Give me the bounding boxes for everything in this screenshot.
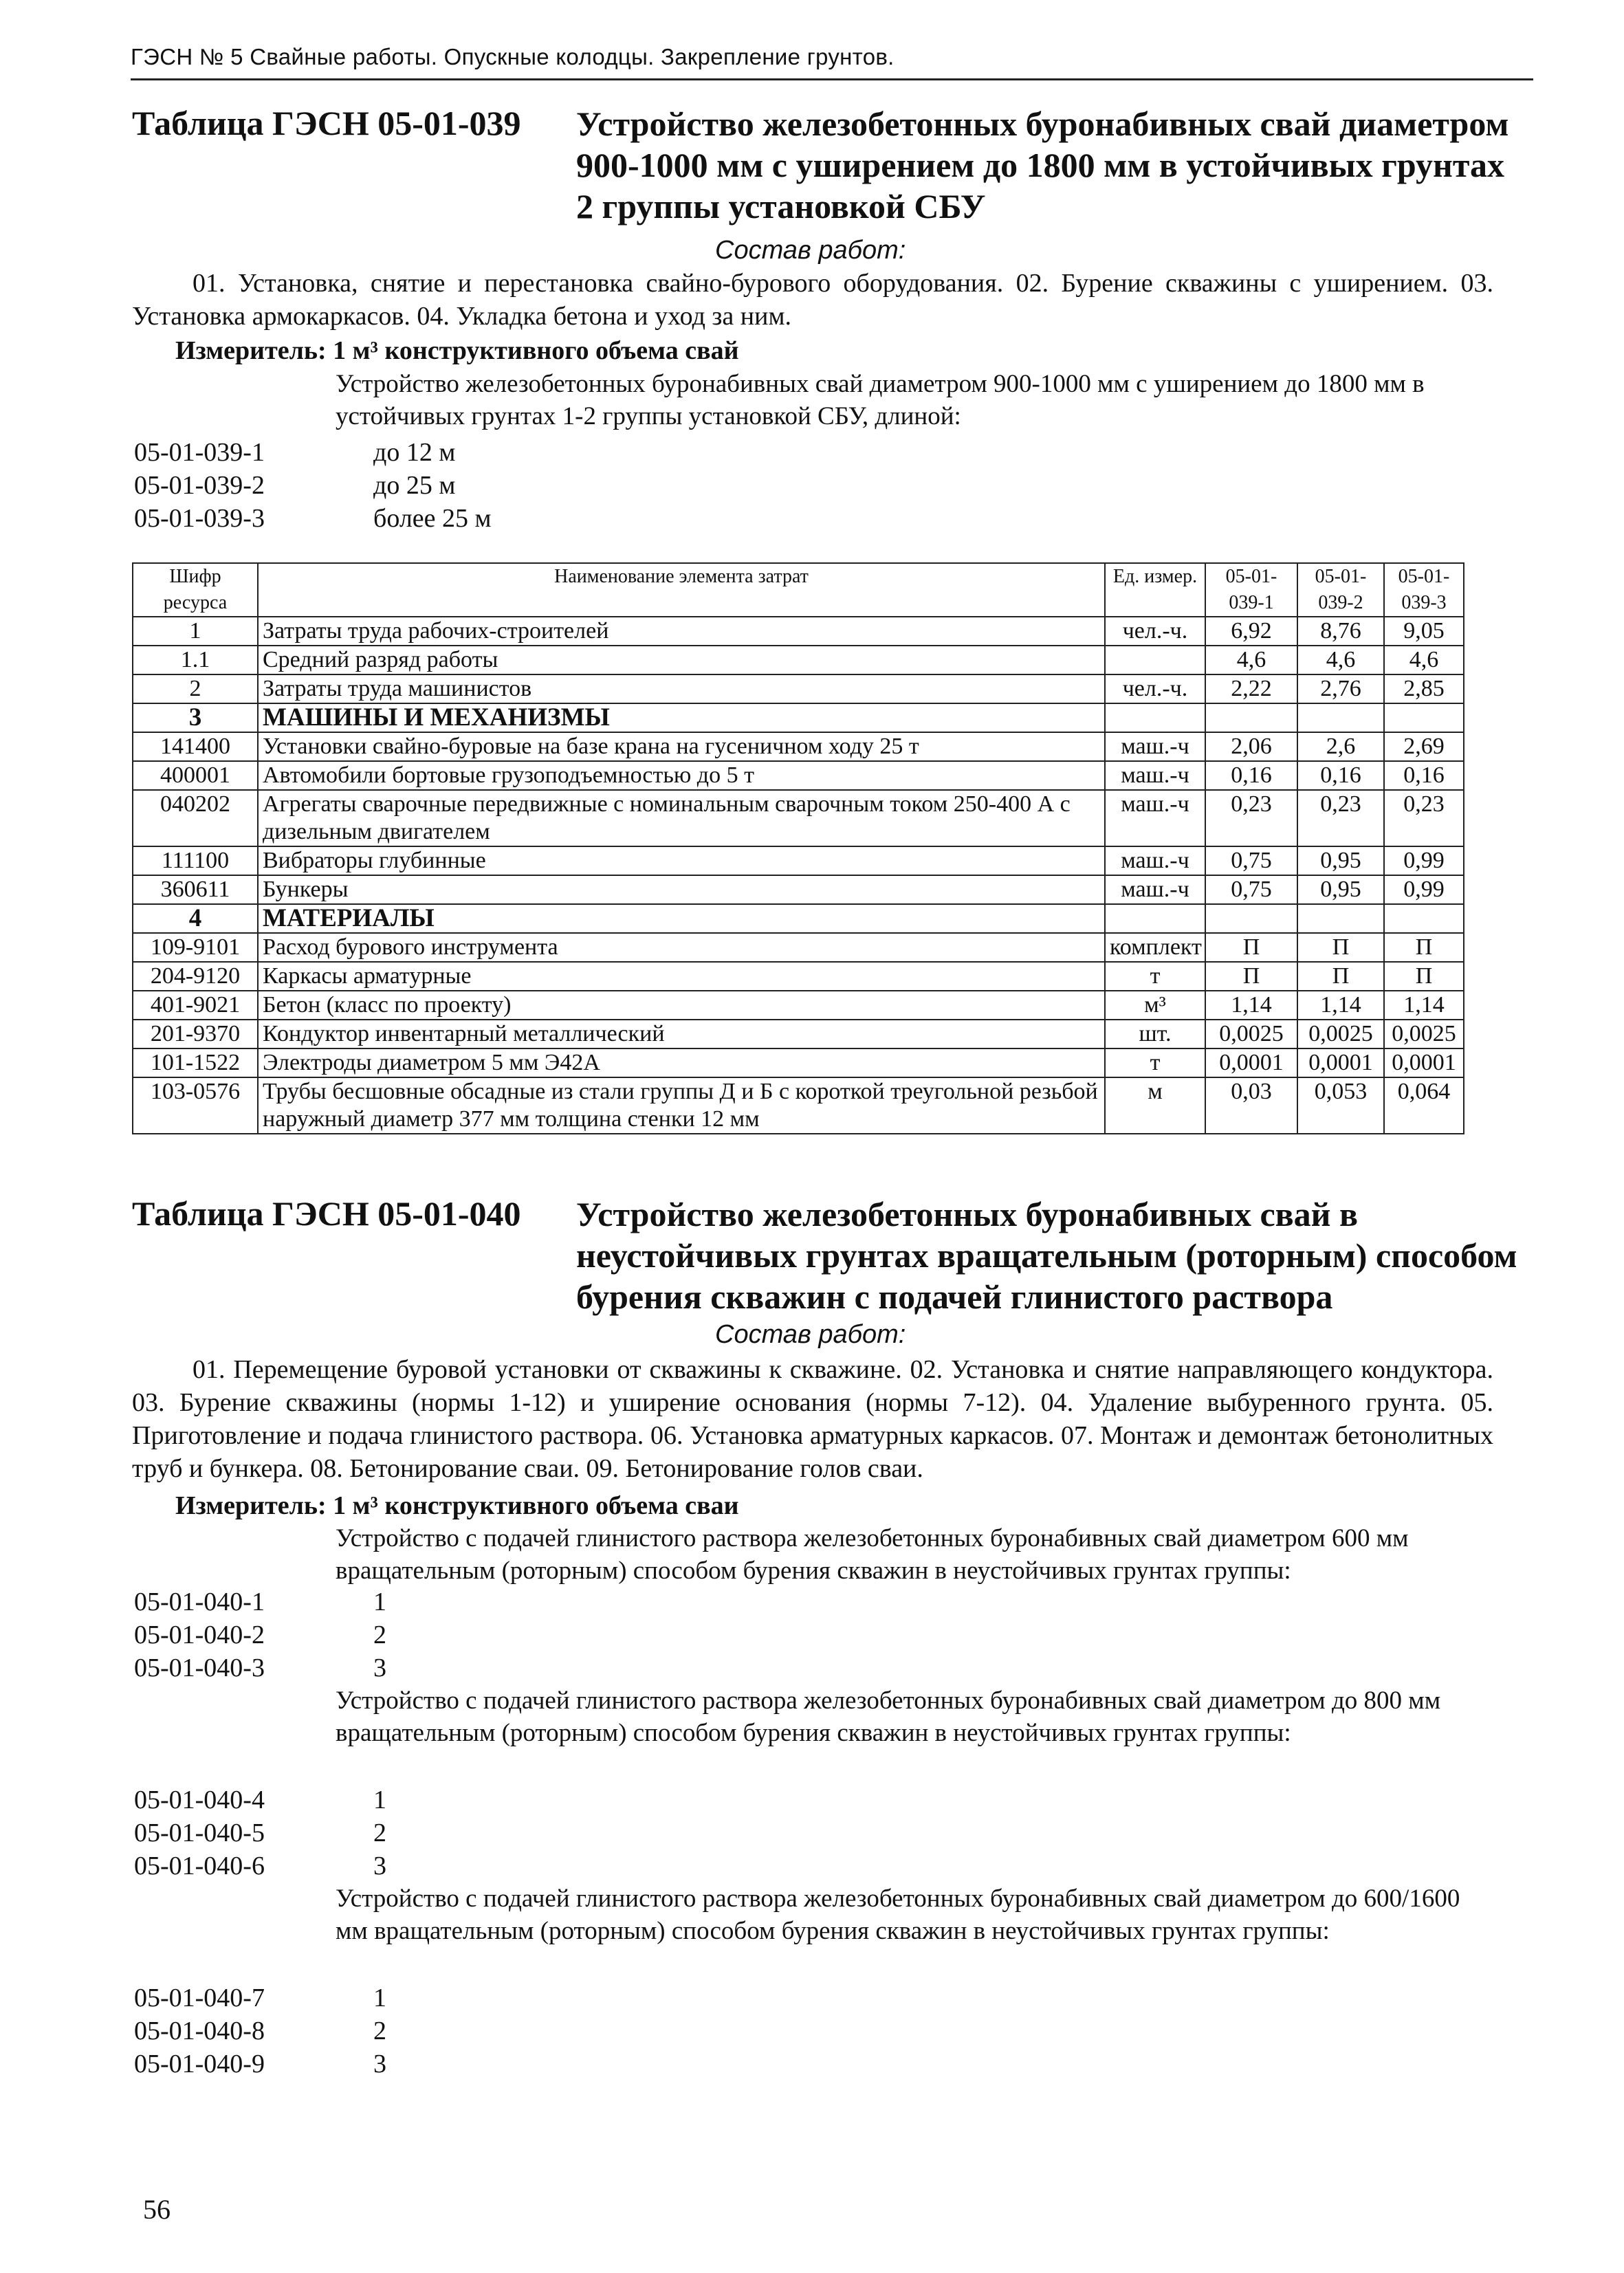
cell-unit: комплект <box>1105 933 1205 962</box>
cell-code: 1 <box>133 617 258 646</box>
table2-label: Таблица ГЭСН 05-01-040 <box>132 1194 521 1233</box>
col-header-2: 05-01-039-2 <box>1297 563 1384 617</box>
cell-v1: П <box>1205 933 1297 962</box>
cell-code: 1.1 <box>133 646 258 674</box>
norm-value: 1 <box>373 1786 386 1814</box>
cell-v2: 2,76 <box>1297 674 1384 703</box>
cell-name: Автомобили бортовые грузоподъемностью до 5 т <box>258 761 1105 790</box>
cell-unit: т <box>1105 1048 1205 1077</box>
group-intro: Устройство с подачей глинистого раствора железобетонных буронабивных свай диаметром до 600/1600 мм вращательным (роторным) способом бурения скважин в неустойчивых грунтах группы: <box>336 1885 1460 1945</box>
cell-v2 <box>1297 904 1384 933</box>
norm-value: до 25 м <box>373 471 456 500</box>
table-row <box>133 617 1464 646</box>
norm-row <box>134 469 753 502</box>
cell-unit: маш.-ч <box>1105 732 1205 761</box>
table1-label: Таблица ГЭСН 05-01-039 <box>132 104 521 142</box>
cell-v1: 2,22 <box>1205 674 1297 703</box>
norm-code: 05-01-039-3 <box>134 504 265 533</box>
norm-value: 1 <box>373 1984 386 2012</box>
cell-code: 109-9101 <box>133 933 258 962</box>
cell-unit: чел.-ч. <box>1105 617 1205 646</box>
norm-code: 05-01-040-2 <box>134 1621 265 1649</box>
norm-code: 05-01-039-1 <box>134 438 265 467</box>
norm-code: 05-01-039-2 <box>134 471 265 500</box>
group-intro: Устройство с подачей глинистого раствора железобетонных буронабивных свай диаметром 600 мм вращательным (роторным) способом бурения скважин в неустойчивых грунтах группы: <box>336 1524 1409 1585</box>
cell-unit <box>1105 703 1205 732</box>
table1-intro: Устройство железобетонных буронабивных свай диаметром 900-1000 мм с уширением до 1800 мм в устойчивых грунтах 1-2 группы установкой СБУ, длиной: <box>336 370 1425 430</box>
norm-value: 2 <box>373 1621 386 1649</box>
cell-code: 101-1522 <box>133 1048 258 1077</box>
cell-v3: 2,69 <box>1384 732 1464 761</box>
norm-code: 05-01-040-4 <box>134 1786 265 1814</box>
table2-meter: Измеритель: 1 м³ конструктивного объема сваи <box>175 1491 739 1520</box>
cell-v2 <box>1297 703 1384 732</box>
norm-row <box>134 1849 753 1882</box>
cell-v3 <box>1384 703 1464 732</box>
norm-value: до 12 м <box>373 438 456 467</box>
cell-v2: 4,6 <box>1297 646 1384 674</box>
cell-v1: 4,6 <box>1205 646 1297 674</box>
section-row <box>133 904 1464 933</box>
table2-works-heading: Состав работ: <box>715 1320 906 1349</box>
cell-unit: т <box>1105 962 1205 991</box>
cell-v3: 0,0001 <box>1384 1048 1464 1077</box>
resource-table <box>132 562 1464 1134</box>
norm-code: 05-01-040-6 <box>134 1852 265 1880</box>
table2-title: Устройство железобетонных буронабивных свай в неустойчивых грунтах вращательным (роторным) способом бурения скважин с подачей глинистого раствора <box>576 1195 1517 1316</box>
cell-v1: 0,23 <box>1205 790 1297 846</box>
cell-unit: маш.-ч <box>1105 761 1205 790</box>
norm-value: 2 <box>373 1819 386 1847</box>
cell-v3: 0,23 <box>1384 790 1464 846</box>
table2-works-text: 01. Перемещение буровой установки от скважины к скважине. 02. Установка и снятие направляющего кондуктора. 03. Бурение скважины (нормы 1-12) и уширение основания (нормы 7-12). 04. Удаление выбуренного грунта. 05. Приготовление и подача глинистого раствора. 06. Установка арматурных каркасов. 07. Монтаж и демонтаж бетонолитных труб и бункера. 08. Бетонирование сваи. 09. Бетонирование голов сваи. <box>132 1355 1493 1483</box>
col-header-1: 05-01-039-1 <box>1205 563 1297 617</box>
col-header-code: Шифр ресурса <box>133 563 258 617</box>
cell-v3: 0,064 <box>1384 1077 1464 1134</box>
cell-v2: П <box>1297 933 1384 962</box>
cell-code: 201-9370 <box>133 1020 258 1048</box>
norm-code: 05-01-040-1 <box>134 1588 265 1616</box>
cell-name: Установки свайно-буровые на базе крана на гусеничном ходу 25 т <box>258 732 1105 761</box>
cell-name: Средний разряд работы <box>258 646 1105 674</box>
col-header-unit: Ед. измер. <box>1105 563 1205 617</box>
cell-v1: 0,0001 <box>1205 1048 1297 1077</box>
norm-row <box>134 1651 753 1684</box>
cell-unit <box>1105 904 1205 933</box>
section-title: МАТЕРИАЛЫ <box>258 904 1105 933</box>
table-row <box>133 674 1464 703</box>
cell-name: Вибраторы глубинные <box>258 846 1105 875</box>
cell-v3: П <box>1384 962 1464 991</box>
cell-v3: 0,99 <box>1384 875 1464 904</box>
norm-value: 1 <box>373 1588 386 1616</box>
cell-v2: 1,14 <box>1297 991 1384 1020</box>
cell-v2: 0,95 <box>1297 846 1384 875</box>
cell-v1: 0,75 <box>1205 875 1297 904</box>
cell-code: 141400 <box>133 732 258 761</box>
norm-row <box>134 1618 753 1651</box>
norm-value: 3 <box>373 2050 386 2078</box>
cell-v2: 0,95 <box>1297 875 1384 904</box>
cell-unit: м <box>1105 1077 1205 1134</box>
norm-row <box>134 436 753 469</box>
cell-name: Агрегаты сварочные передвижные с номинальным сварочным током 250-400 А с дизельным двигателем <box>258 790 1105 846</box>
table-row <box>133 646 1464 674</box>
table-row <box>133 991 1464 1020</box>
cell-name: Трубы бесшовные обсадные из стали группы Д и Б с короткой треугольной резьбой наружный диаметр 377 мм толщина стенки 12 мм <box>258 1077 1105 1134</box>
cell-v2: П <box>1297 962 1384 991</box>
table-row <box>133 933 1464 962</box>
norm-code: 05-01-040-9 <box>134 2050 265 2078</box>
cell-v1 <box>1205 703 1297 732</box>
cell-name: Бункеры <box>258 875 1105 904</box>
norm-code: 05-01-040-8 <box>134 2017 265 2045</box>
cell-v3: 0,0025 <box>1384 1020 1464 1048</box>
cell-v3: 4,6 <box>1384 646 1464 674</box>
cell-unit: маш.-ч <box>1105 875 1205 904</box>
table-row <box>133 846 1464 875</box>
norm-value: 3 <box>373 1654 386 1682</box>
cell-unit: чел.-ч. <box>1105 674 1205 703</box>
cell-code: 2 <box>133 674 258 703</box>
norm-row <box>134 1816 753 1849</box>
norm-row <box>134 502 753 535</box>
col-header-name: Наименование элемента затрат <box>258 563 1105 617</box>
table-row <box>133 962 1464 991</box>
cell-v1 <box>1205 904 1297 933</box>
cell-v3: 1,14 <box>1384 991 1464 1020</box>
cell-unit: маш.-ч <box>1105 790 1205 846</box>
cell-v2: 8,76 <box>1297 617 1384 646</box>
cell-v1: 6,92 <box>1205 617 1297 646</box>
table1-title: Устройство железобетонных буронабивных свай диаметром 900-1000 мм с уширением до 1800 мм в устойчивых грунтах 2 группы установкой СБУ <box>576 105 1509 226</box>
cell-v3 <box>1384 904 1464 933</box>
cell-code: 3 <box>133 703 258 732</box>
cell-v2: 0,16 <box>1297 761 1384 790</box>
cell-name: Каркасы арматурные <box>258 962 1105 991</box>
table1-works-heading: Состав работ: <box>715 236 906 265</box>
cell-code: 400001 <box>133 761 258 790</box>
cell-code: 103-0576 <box>133 1077 258 1134</box>
cell-code: 111100 <box>133 846 258 875</box>
cell-v2: 0,0001 <box>1297 1048 1384 1077</box>
cell-v3: 0,99 <box>1384 846 1464 875</box>
table1-meter: Измеритель: 1 м³ конструктивного объема свай <box>175 336 739 365</box>
col-header-3: 05-01-039-3 <box>1384 563 1464 617</box>
cell-v1: 0,16 <box>1205 761 1297 790</box>
cell-v1: 1,14 <box>1205 991 1297 1020</box>
norm-row <box>134 2014 753 2047</box>
group-intro: Устройство с подачей глинистого раствора железобетонных буронабивных свай диаметром до 800 мм вращательным (роторным) способом бурения скважин в неустойчивых грунтах группы: <box>336 1687 1441 1747</box>
norm-row <box>134 1783 753 1816</box>
norm-value: более 25 м <box>373 504 492 533</box>
norm-row <box>134 1981 753 2014</box>
cell-name: Бетон (класс по проекту) <box>258 991 1105 1020</box>
cell-v3: 0,16 <box>1384 761 1464 790</box>
norm-value: 2 <box>373 2017 386 2045</box>
cell-v1: 0,75 <box>1205 846 1297 875</box>
cell-name: Затраты труда рабочих-строителей <box>258 617 1105 646</box>
cell-code: 204-9120 <box>133 962 258 991</box>
cell-unit: м³ <box>1105 991 1205 1020</box>
section-title: МАШИНЫ И МЕХАНИЗМЫ <box>258 703 1105 732</box>
norm-row <box>134 2047 753 2080</box>
cell-unit <box>1105 646 1205 674</box>
cell-name: Расход бурового инструмента <box>258 933 1105 962</box>
cell-v3: 2,85 <box>1384 674 1464 703</box>
cell-v1: 0,0025 <box>1205 1020 1297 1048</box>
cell-v1: 2,06 <box>1205 732 1297 761</box>
cell-v2: 2,6 <box>1297 732 1384 761</box>
running-header: ГЭСН № 5 Свайные работы. Опускные колодцы. Закрепление грунтов. <box>131 44 895 69</box>
cell-name: Затраты труда машинистов <box>258 674 1105 703</box>
table-row <box>133 875 1464 904</box>
header-rule <box>131 78 1533 80</box>
table-row <box>133 790 1464 846</box>
norm-code: 05-01-040-5 <box>134 1819 265 1847</box>
table1-works-text: 01. Установка, снятие и перестановка свайно-бурового оборудования. 02. Бурение скважины с уширением. 03. Установка армокаркасов. 04. Укладка бетона и уход за ним. <box>132 269 1493 331</box>
table-header-row <box>133 563 1464 617</box>
norm-value: 3 <box>373 1852 386 1880</box>
table-row <box>133 761 1464 790</box>
cell-unit: маш.-ч <box>1105 846 1205 875</box>
table-row <box>133 732 1464 761</box>
table-row <box>133 1048 1464 1077</box>
cell-name: Электроды диаметром 5 мм Э42А <box>258 1048 1105 1077</box>
norm-row <box>134 1585 753 1618</box>
section-row <box>133 703 1464 732</box>
cell-code: 360611 <box>133 875 258 904</box>
table-row <box>133 1077 1464 1134</box>
cell-unit: шт. <box>1105 1020 1205 1048</box>
cell-name: Кондуктор инвентарный металлический <box>258 1020 1105 1048</box>
norm-code: 05-01-040-3 <box>134 1654 265 1682</box>
cell-v2: 0,0025 <box>1297 1020 1384 1048</box>
cell-code: 040202 <box>133 790 258 846</box>
cell-v3: П <box>1384 933 1464 962</box>
cell-v1: П <box>1205 962 1297 991</box>
cell-code: 4 <box>133 904 258 933</box>
cell-v2: 0,053 <box>1297 1077 1384 1134</box>
cell-v1: 0,03 <box>1205 1077 1297 1134</box>
page-number: 56 <box>143 2194 171 2225</box>
cell-code: 401-9021 <box>133 991 258 1020</box>
table-row <box>133 1020 1464 1048</box>
norm-code: 05-01-040-7 <box>134 1984 265 2012</box>
cell-v3: 9,05 <box>1384 617 1464 646</box>
cell-v2: 0,23 <box>1297 790 1384 846</box>
